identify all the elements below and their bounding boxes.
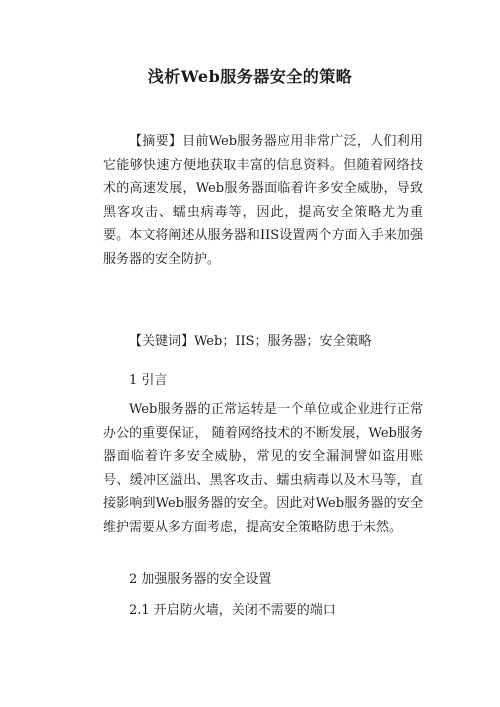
document-title: 浅析Web服务器安全的策略 (147, 67, 353, 86)
abstract-paragraph: 【摘要】目前Web服务器应用非常广泛，人们利用它能够快速方便地获取丰富的信息资料。但随着网络技术的高速发展，Web服务器面临着许多安全威胁，导致黑客攻击、蠕虫病毒等，因此，提高安全策略尤为重要。本文将阐述从服务器和IIS设置两个方面入手来加强服务器的安全防护。 (103, 134, 423, 267)
section-heading-server-security: 2 加强服务器的安全设置 (129, 572, 272, 587)
introduction-paragraph: Web服务器的正常运转是一个单位或企业进行正常办公的重要保证， 随着网络技术的不断发展，Web服务器面临着许多安全威胁，常见的安全漏洞譬如盗用账号、缓冲区溢出、黑客攻击、蠕虫病毒以及木马等，直接影响到Web服务器的安全。因此对Web服务器的安全维护需要从多方面考虑，提高安全策略防患于未然。 (103, 402, 423, 535)
subsection-heading-firewall: 2.1 开启防火墙，关闭不需要的端口 (129, 603, 336, 618)
section-heading-introduction: 1 引言 (129, 373, 168, 388)
keywords-line: 【关键词】Web；IIS；服务器；安全策略 (129, 334, 372, 349)
